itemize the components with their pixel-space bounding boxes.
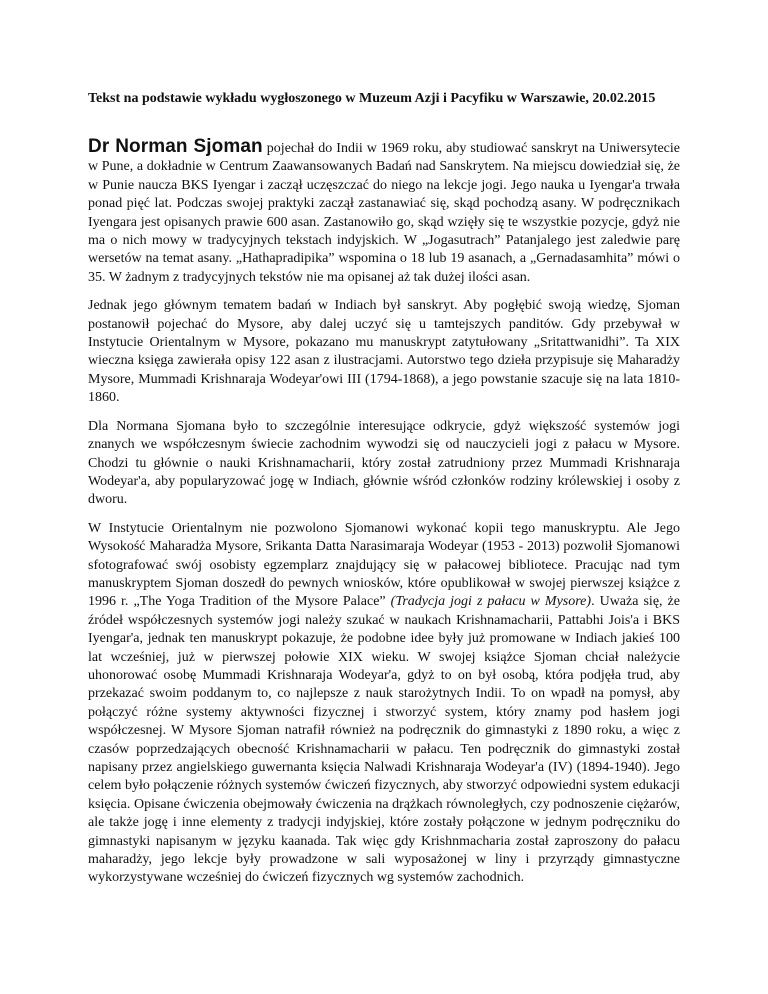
- paragraph-4-text-a: W Instytucie Orientalnym nie pozwolono Sjomanowi wykonać kopii tego manuskryptu. Ale Jego Wysokość Maharadża Mysore, Srikanta Datta Narasimaraja Wodeyar (1953 - 2013) pozwolił Sjomanowi sfotografować swój osobisty egzemplarz znajdujący się w pałacowej bibliotece. Pracując nad tym manuskryptem Sjoman doszedł do pewnych wniosków, które opublikował w swojej pierwszej książce z 1996 r. „The Yoga Tradition of the Mysore Palace”: [88, 520, 680, 610]
- paragraph-1: [88, 138, 680, 287]
- paragraph-3: Dla Normana Sjomana było to szczególnie interesujące odkrycie, gdyż większość systemów jogi znanych we współczesnym świecie zachodnim wywodzi się od nauczycieli jogi z pałacu w Mysore. Chodzi tu głównie o nauki Krishnamacharii, który został zatrudniony przez Mummadi Krishnaraja Wodeyar'a, aby popularyzować jogę w Indiach, głównie wśród członków rodziny królewskiej i osoby z dworu.: [88, 418, 680, 508]
- book-title-translation: (Tradycja jogi z pałacu w Mysore): [390, 594, 592, 610]
- paragraph-2: Jednak jego głównym tematem badań w Indiach był sanskryt. Aby pogłębić swoją wiedzę, Sjoman postanowił pojechać do Mysore, aby dalej uczyć się u tamtejszych panditów. Gdy przebywał w Instytucie Orientalnym w Mysore, pokazano mu manuskrypt zatytułowany „Sritattwanidhi”. Ta XIX wieczna księga zawierała opisy 122 asan z ilustracjami. Autorstwo tego dzieła przypisuje się Maharadży Mysore, Mummadi Krishnaraja Wodeyar'owi III (1794-1868), a jego powstanie szacuje się na lata 1810-1860.: [88, 298, 680, 406]
- paragraph-4: [88, 520, 680, 888]
- paragraph-4-text-b: . Uważa się, że źródeł współczesnych systemów jogi należy szukać w naukach Krishnamacharii, Pattabhi Jois'a i BKS Iyengar'a, jednak ten manuskrypt pokazuje, że podobne idee były już promowane w Indiach jakieś 100 lat wcześniej, już w pierwszej połowie XIX wieku. W swojej książce Sjoman chciał należycie uhonorować osobę Mummadi Krishnaraja Wodeyar'a, gdyż to on był osobą, która podjęła trud, aby przekazać swoim poddanym to, co najlepsze z nauk starożytnych Indii. To on wpadł na pomysł, aby połączyć różne systemy aktywności fizycznej i stworzyć system, który znamy pod hasłem jogi współczesnej. W Mysore Sjoman natrafił również na podręcznik do gimnastyki z 1890 roku, a więc z czasów poprzedzających obecność Krishnamacharii w pałacu. Ten podręcznik do gimnastyki został napisany przez angielskiego guwernanta księcia Nalwadi Krishnaraja Wodeyar'a (IV) (1894-1940). Jego celem było połączenie różnych systemów ćwiczeń fizycznych, aby stworzyć odpowiedni system edukacji księcia. Opisane ćwiczenia obejmowały ćwiczenia na drążkach równoległych, czy podnoszenie ciężarów, ale także jogę i inne elementy z tradycji indyjskiej, które zostały połączone w jednym podręczniku do gimnastyki napisanym w języku kaanada. Tak więc gdy Krishnmacharia został zaproszony do pałacu maharadży, jego lekcje były prowadzone w sali wyposażonej w liny i przyrządy gimnastyczne wykorzystywane wcześniej do ćwiczeń fizycznych wg systemów zachodnich.: [88, 594, 680, 886]
- document-heading: Tekst na podstawie wykładu wygłoszonego w Muzeum Azji i Pacyfiku w Warszawie, 20.02.2015: [88, 91, 656, 106]
- paragraph-1-text: pojechał do Indii w 1969 roku, aby studiować sanskryt na Uniwersytecie w Pune, a dokładnie w Centrum Zaawansowanych Badań nad Sanskrytem. Na miejscu dowiedział się, że w Punie naucza BKS Iyengar i zaczął uczęszczać do niego na lekcje jogi. Jego nauka u Iyengar'a trwała ponad pięć lat. Podczas swojej praktyki zaczął zastanawiać się, skąd pochodzą asany. W podręcznikach Iyengara jest opisanych prawie 600 asan. Zastanowiło go, skąd wzięły się te wszystkie pozycje, gdyż nie ma o nich mowy w tradycyjnych tekstach indyjskich. W „Jogasutrach” Patanjalego jest zaledwie parę wersetów na temat asany. „Hathapradipika” wspomina o 18 lub 19 asanach, a „Gernadasamhita” mówi o 35. W żadnym z tradycyjnych tekstów nie ma opisanej aż tak dużej ilości asan.: [88, 141, 680, 285]
- document-page: [88, 89, 680, 898]
- author-name-lead: Dr Norman Sjoman: [88, 136, 263, 157]
